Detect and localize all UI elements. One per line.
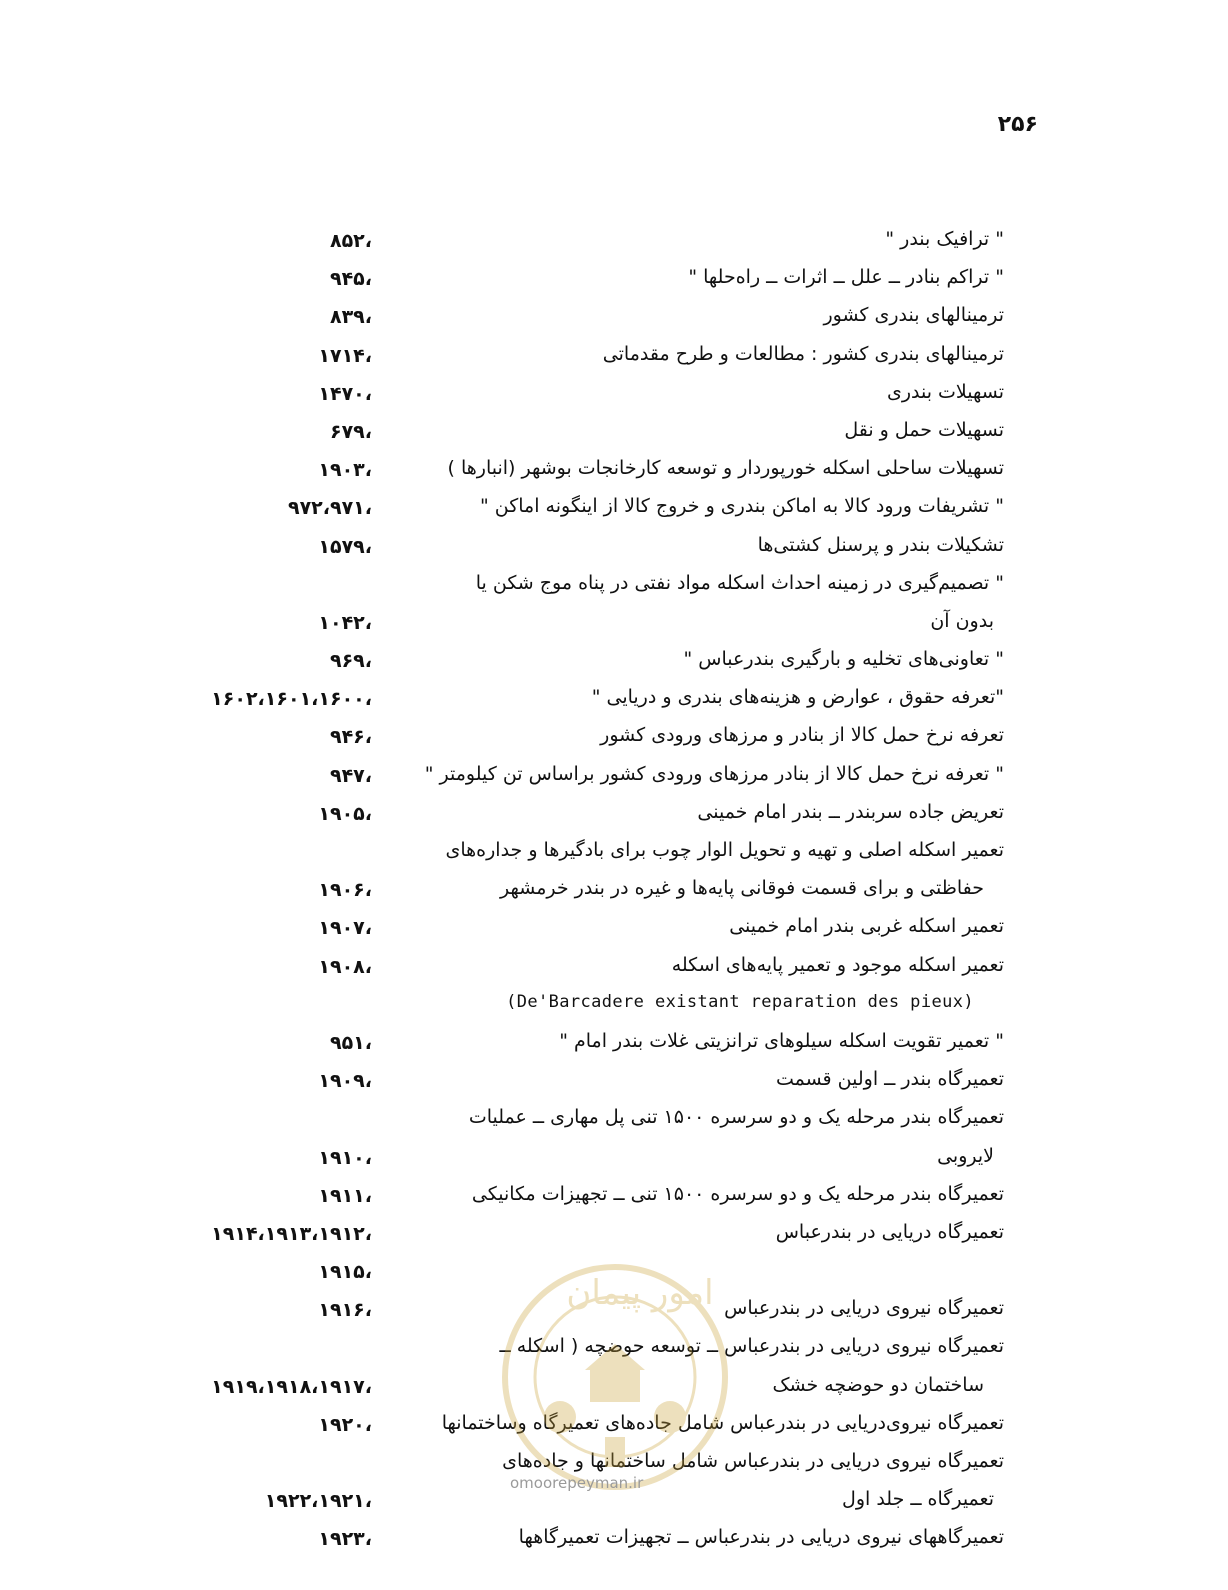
index-entry [150,493,1010,531]
index-entry [150,302,1010,340]
index-entry [150,990,1010,1028]
index-entry [150,799,1010,837]
entry-reference-numbers: ،۱۹۰۶ [318,879,372,902]
entry-reference-numbers: ،۱۹۰۵ [318,802,372,825]
index-entry [150,952,1010,990]
index-entry [150,1104,1010,1142]
entry-title: تعمیرگاه بندر ــ اولین قسمت [775,1068,1004,1091]
index-entry [150,1181,1010,1219]
index-entry [150,761,1010,799]
entry-title: تعمیرگاه بندر مرحله یک و دو سرسره ۱۵۰۰ تنی ــ تجهیزات مکانیکی [471,1182,1004,1205]
index-entry [150,684,1010,722]
entry-reference-numbers: ،۱۹۰۹ [318,1070,372,1093]
entry-title: تعمیرگاه بندر مرحله یک و دو سرسره ۱۵۰۰ تنی پل مهاری ــ عملیات [468,1106,1004,1129]
entry-reference-numbers: ،۱۹۰۷ [318,917,372,940]
entry-title: تعمیرگاه نیروی دریایی در بندرعباس ــ توسعه حوضچه ( اسکله ــ [499,1335,1004,1358]
entry-reference-numbers: ،۱۵۷۹ [318,535,372,558]
entry-title: تسهیلات بندری [886,380,1004,403]
entry-reference-numbers: ،۹۴۷ [329,764,372,787]
index-entry [150,913,1010,951]
index-entry [150,608,1010,646]
entry-title: تعمیر اسکله غربی بندر امام خمینی [729,915,1004,938]
entry-reference-numbers: ،۸۳۹ [329,306,372,329]
entry-title: تعمیر اسکله اصلی و تهیه و تحویل الوار چوب برای بادگیرها و جداره‌های [445,839,1004,861]
entry-title: ساختمان دو حوضچه خشک [772,1373,984,1396]
entry-reference-numbers: ،۹۴۶ [329,726,372,749]
entry-title: " ترافیک بندر " [885,228,1004,250]
page-number: ۲۵۶ [997,112,1038,137]
entry-reference-numbers: ،۱۹۱۶ [318,1299,372,1322]
entry-title: حفاظتی و برای قسمت فوقانی پایه‌ها و غیره در بندر خرمشهر [500,877,984,900]
index-entry [150,1257,1010,1295]
entry-title: " تعاونی‌های تخلیه و بارگیری بندرعباس " [683,648,1004,671]
entry-title: " تصمیم‌گیری در زمینه احداث اسکله مواد نفتی در پناه موج شکن یا [475,571,1004,594]
entry-title: " تعمیر تقویت اسکله سیلوهای ترانزیتی غلات بندر امام " [559,1029,1004,1052]
index-entry [150,1219,1010,1257]
entry-title: تعمیرگاه ــ جلد اول [842,1488,994,1511]
entry-reference-numbers: ،۱۹۲۲،۱۹۲۱ [264,1490,372,1513]
entry-reference-numbers: ،۱۹۱۹،۱۹۱۸،۱۹۱۷ [211,1375,372,1398]
entry-reference-numbers: ،۱۷۱۴ [318,344,372,367]
index-entry [150,1143,1010,1181]
entry-title: تعریض جاده سربندر ــ بندر امام خمینی [697,800,1004,823]
entry-reference-numbers: ،۹۷۲،۹۷۱ [287,497,372,520]
index-entry [150,532,1010,570]
index-entry [150,722,1010,760]
index-entry [150,341,1010,379]
index-entry [150,1028,1010,1066]
entry-reference-numbers: ،۱۰۴۲ [318,611,372,634]
index-entry [150,1295,1010,1333]
entry-title: " تشریفات ورود کالا به اماکن بندری و خروج کالا از اینگونه اماکن " [479,495,1004,518]
entry-title: ترمینالهای بندری کشور : مطالعات و طرح مقدماتی [602,342,1004,365]
entry-reference-numbers: ،۱۶۰۲،۱۶۰۱،۱۶۰۰ [211,688,372,711]
entry-title: بدون آن [930,609,994,632]
entry-title: (De'Barcadere existant reparation des pieux) [506,991,974,1012]
entry-reference-numbers: ،۱۹۲۰ [318,1413,372,1436]
index-entry [150,646,1010,684]
entry-title: تعمیر اسکله موجود و تعمیر پایه‌های اسکله [671,953,1004,976]
entry-reference-numbers: ،۱۹۲۳ [318,1528,372,1551]
entry-title: لایروبی [937,1144,994,1167]
svg-text:امور پیمان: امور پیمان [566,1273,714,1313]
entry-reference-numbers: ،۱۴۷۰ [318,382,372,405]
index-entry [150,1333,1010,1371]
index-entry [150,264,1010,302]
entry-reference-numbers: ،۸۵۲ [329,230,372,252]
entry-title: تعمیرگاه نیروی‌دریایی در بندرعباس شامل جاده‌های تعمیرگاه وساختمانها [441,1411,1004,1434]
entry-title: تعمیرگاه دریایی در بندرعباس [775,1220,1004,1243]
entry-title: ترمینالهای بندری کشور [823,304,1004,327]
entry-reference-numbers: ،۶۷۹ [329,420,372,443]
entry-title: تسهیلات حمل و نقل [844,418,1004,441]
index-entry [150,1372,1010,1410]
entry-reference-numbers: ،۱۹۱۵ [318,1261,372,1284]
entry-reference-numbers: ،۹۵۱ [329,1031,372,1054]
index-entry [150,875,1010,913]
entry-reference-numbers: ،۱۹۰۳ [318,459,372,482]
entry-title: تعرفه نرخ حمل کالا از بنادر و مرزهای ورودی کشور [600,724,1004,747]
entry-reference-numbers: ،۱۹۰۸ [318,955,372,978]
entry-reference-numbers: ،۱۹۱۴،۱۹۱۳،۱۹۱۲ [211,1222,372,1245]
entry-title: " تعرفه نرخ حمل کالا از بنادر مرزهای ورودی کشور براساس تن کیلومتر " [424,762,1004,785]
index-entry [150,417,1010,455]
entry-reference-numbers: ،۱۹۱۱ [318,1184,372,1207]
index-entry [150,1524,1010,1562]
index-entries [150,226,1010,1563]
entry-reference-numbers: ،۱۹۱۰ [318,1146,372,1169]
entry-title: "تعرفه حقوق ، عوارض و هزینه‌های بندری و دریایی " [591,686,1004,709]
entry-title: تسهیلات ساحلی اسکله خورپوردار و توسعه کارخانجات بوشهر (انبارها ) [447,457,1004,480]
index-entry [150,379,1010,417]
entry-title: تعمیرگاه نیروی دریایی در بندرعباس [724,1297,1004,1320]
index-entry [150,226,1010,264]
index-entry [150,1066,1010,1104]
index-entry [150,455,1010,493]
entry-title: تعمیرگاههای نیروی دریایی در بندرعباس ــ تجهیزات تعمیرگاهها [518,1526,1004,1549]
entry-title: تعمیرگاه نیروی دریایی در بندرعباس شامل ساختمانها و جاده‌های [502,1450,1004,1472]
entry-title: تشکیلات بندر و پرسنل کشتی‌ها [757,533,1004,556]
entry-title: " تراکم بنادر ــ علل ــ اثرات ــ راه‌حلها " [688,266,1004,289]
entry-reference-numbers: ،۹۴۵ [329,268,372,291]
index-entry [150,1410,1010,1448]
watermark-url: omoorepeyman.ir [510,1474,644,1492]
index-entry [150,837,1010,875]
entry-reference-numbers: ،۹۶۹ [329,650,372,673]
index-entry [150,570,1010,608]
